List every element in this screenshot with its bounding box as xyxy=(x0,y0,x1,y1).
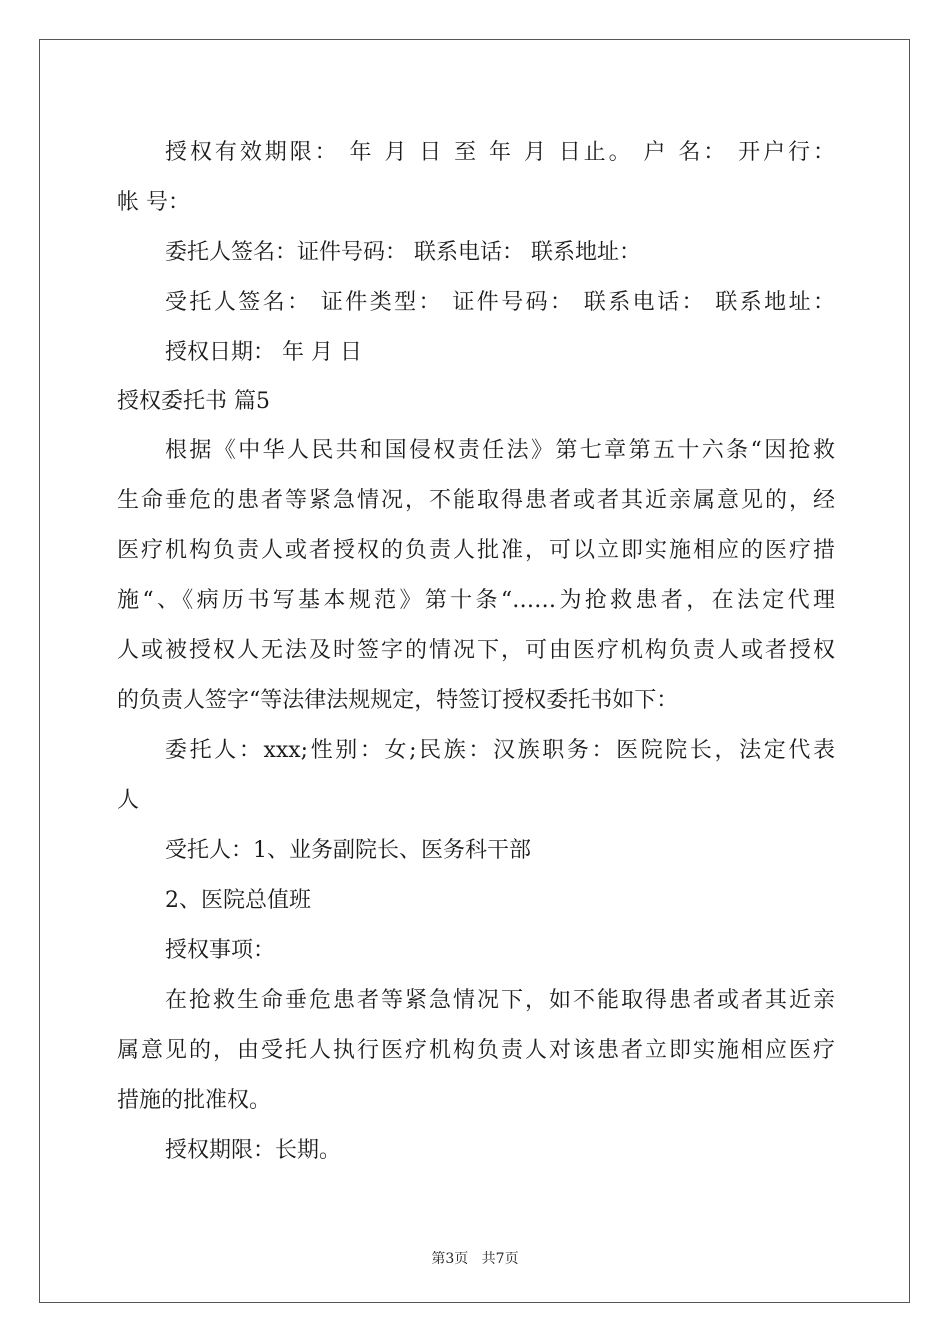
authorization-matters-line: 在抢救生命垂危患者等紧急情况下，如不能取得患者或者其近亲 xyxy=(165,988,835,1013)
account-number-line: 帐 号： xyxy=(117,190,190,215)
authorization-date-line: 授权日期： 年 月 日 xyxy=(165,340,362,365)
body-paragraph-line: 的负责人签字“等法律法规规定，特签订授权委托书如下： xyxy=(117,688,679,713)
authorization-matters-line: 属意见的，由受托人执行医疗机构负责人对该患者立即实施相应医疗 xyxy=(117,1038,835,1063)
principal-signature-line: 委托人签名：证件号码： 联系电话： 联系地址： xyxy=(165,240,641,265)
authorization-term-line: 授权期限：长期。 xyxy=(165,1138,342,1163)
body-paragraph-line: 生命垂危的患者等紧急情况，不能取得患者或者其近亲属意见的，经 xyxy=(117,488,835,513)
document-body xyxy=(117,128,835,1176)
agent-info-line: 受托人：1、业务副院长、医务科干部 xyxy=(165,838,531,863)
agent-info-line: 2、医院总值班 xyxy=(165,888,311,913)
total-pages: 共7页 xyxy=(481,1251,519,1267)
authorization-period-line: 授权有效期限： 年 月 日 至 年 月 日止。 户 名： 开户行： xyxy=(165,140,835,165)
page-number: 第3页 xyxy=(431,1251,469,1267)
authorization-matters-label: 授权事项： xyxy=(165,938,276,963)
body-paragraph-line: 施“、《病历书写基本规范》第十条“……为抢救患者，在法定代理 xyxy=(117,588,835,613)
section-heading: 授权委托书 篇5 xyxy=(117,389,270,414)
agent-signature-line: 受托人签名： 证件类型： 证件号码： 联系电话： 联系地址： xyxy=(165,290,835,315)
authorization-matters-line: 措施的批准权。 xyxy=(117,1088,272,1113)
body-paragraph-line: 人或被授权人无法及时签字的情况下，可由医疗机构负责人或者授权 xyxy=(117,638,835,663)
page-footer xyxy=(0,1248,950,1268)
body-paragraph-line: 医疗机构负责人或者授权的负责人批准，可以立即实施相应的医疗措 xyxy=(117,538,835,563)
principal-info-line: 人 xyxy=(117,788,140,813)
principal-info-line: 委托人：xxx;性别：女;民族：汉族职务：医院院长，法定代表 xyxy=(165,738,835,763)
body-paragraph-line: 根据《中华人民共和国侵权责任法》第七章第五十六条“因抢救 xyxy=(165,438,835,463)
